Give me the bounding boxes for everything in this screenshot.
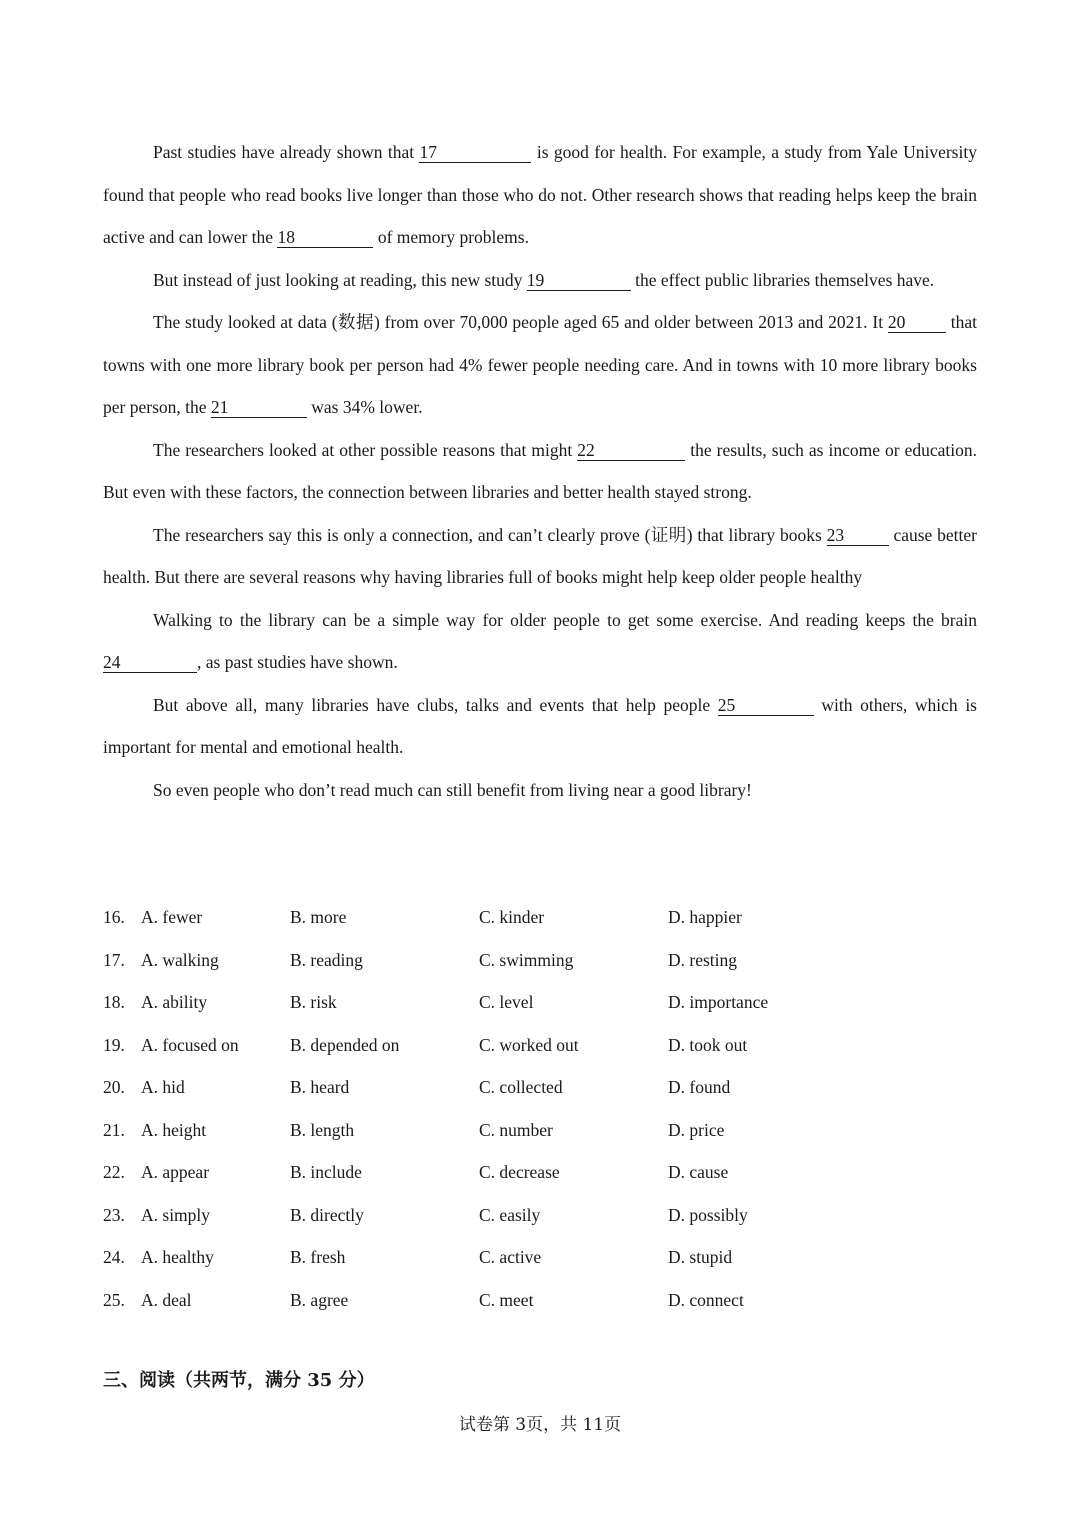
option-choice: C. easily — [479, 1204, 541, 1225]
option-choice: D. found — [668, 1077, 731, 1097]
option-choice: B. length — [290, 1119, 355, 1140]
question-number: 25. — [103, 1289, 125, 1310]
passage-paragraph — [103, 684, 977, 769]
question-option-row — [103, 1279, 977, 1322]
passage-paragraph — [103, 301, 977, 429]
option-choice: D. happier — [668, 907, 742, 927]
passage-paragraph — [103, 599, 977, 684]
option-choice: A. healthy — [141, 1247, 214, 1267]
passage-paragraph — [103, 769, 977, 812]
answer-blank: 17 — [419, 142, 531, 163]
option-choice: C. decrease — [479, 1162, 560, 1182]
passage-text: But above all, many libraries have clubs, talks and events that help people — [153, 694, 718, 715]
question-option-row — [103, 981, 977, 1024]
answer-blank: 19 — [527, 270, 631, 291]
question-number: 19. — [103, 1034, 125, 1055]
passage-paragraph — [103, 429, 977, 514]
answer-blank: 23 — [827, 525, 889, 546]
page-footer: 试卷第 3页，共 11页 — [458, 1415, 622, 1435]
question-number: 23. — [103, 1204, 125, 1225]
question-number: 21. — [103, 1119, 125, 1140]
passage-text: the effect public libraries themselves have. — [630, 269, 935, 290]
option-choice: D. resting — [668, 949, 738, 970]
option-choice: B. more — [290, 907, 347, 927]
option-choice: C. level — [479, 992, 534, 1012]
option-choice: C. kinder — [479, 907, 545, 927]
answer-blank: 21 — [211, 397, 307, 418]
question-number: 20. — [103, 1077, 125, 1097]
option-choice: A. appear — [141, 1162, 210, 1182]
option-choice: B. reading — [290, 949, 363, 970]
passage-paragraph — [103, 131, 977, 259]
question-option-row — [103, 1151, 977, 1194]
cloze-passage — [103, 131, 977, 811]
option-choice: C. active — [479, 1247, 542, 1267]
option-choice: D. stupid — [668, 1247, 733, 1267]
option-choice: A. walking — [141, 949, 219, 970]
question-option-row — [103, 1024, 977, 1067]
section-heading: 三、阅读（共两节，满分 35 分） — [103, 1370, 375, 1391]
option-choice: B. include — [290, 1162, 362, 1182]
passage-paragraph — [103, 514, 977, 599]
passage-text: The researchers say this is only a connection, and can’t clearly prove (证明) that library books — [153, 524, 827, 545]
passage-text: the results, such as income or education. But even with these factors, the connection between libraries and better health stayed strong. — [103, 439, 977, 502]
passage-text: So even people who don’t read much can still benefit from living near a good library! — [153, 779, 752, 800]
passage-paragraph — [103, 259, 977, 302]
option-choice: A. simply — [141, 1204, 211, 1225]
option-choice: C. worked out — [479, 1034, 579, 1055]
passage-text: of memory problems. — [373, 227, 529, 247]
passage-text: The researchers looked at other possible reasons that might — [153, 439, 578, 460]
option-choice: D. possibly — [668, 1204, 748, 1225]
question-number: 17. — [103, 949, 125, 970]
option-choice: A. ability — [141, 992, 208, 1012]
answer-blank: 25 — [718, 695, 814, 716]
passage-text: Past studies have already shown that — [153, 142, 420, 162]
option-choice: A. height — [141, 1119, 207, 1140]
answer-blank: 24 — [103, 652, 197, 673]
question-number: 24. — [103, 1247, 125, 1267]
passage-text: with others, which is important for mental and emotional health. — [103, 694, 977, 757]
option-choice: B. risk — [290, 992, 337, 1012]
option-choice: A. deal — [141, 1289, 192, 1310]
option-choice: D. price — [668, 1119, 725, 1140]
option-choice: D. importance — [668, 992, 769, 1012]
passage-text: cause better health. But there are several reasons why having libraries full of books might help keep older people healthy — [103, 524, 977, 587]
option-choice: B. depended on — [290, 1034, 400, 1055]
answer-blank: 22 — [577, 440, 685, 461]
option-choice: B. directly — [290, 1204, 364, 1225]
passage-text: Walking to the library can be a simple way for older people to get some exercise. And reading keeps the brain — [153, 609, 977, 630]
passage-text: The study looked at data (数据) from over 70,000 people aged 65 and older between 2013 and 2021. It — [153, 312, 888, 332]
option-choice: C. swimming — [479, 949, 574, 970]
question-option-row — [103, 1066, 977, 1109]
answer-blank: 18 — [277, 227, 373, 248]
option-choice: B. agree — [290, 1289, 349, 1310]
answer-blank: 20 — [888, 312, 946, 333]
option-choice: B. heard — [290, 1077, 350, 1097]
passage-text: is good for health. For example, a study from Yale University found that people who read books live longer than those who do not. Other research shows that reading helps keep the brain active and can lower the — [103, 142, 977, 247]
option-choice: C. number — [479, 1119, 553, 1140]
question-option-row — [103, 896, 977, 939]
option-choice: A. focused on — [141, 1034, 239, 1055]
question-number: 16. — [103, 907, 125, 927]
question-option-row — [103, 939, 977, 982]
passage-text: , as past studies have shown. — [197, 652, 398, 672]
question-number: 22. — [103, 1162, 125, 1182]
option-choice: A. hid — [141, 1077, 185, 1097]
question-option-row — [103, 1236, 977, 1279]
passage-text: was 34% lower. — [306, 397, 423, 417]
option-choice: C. collected — [479, 1077, 563, 1097]
option-choice: B. fresh — [290, 1247, 346, 1267]
option-choice: A. fewer — [141, 907, 203, 927]
option-choice: C. meet — [479, 1289, 534, 1310]
question-option-row — [103, 1109, 977, 1152]
option-choice: D. connect — [668, 1289, 744, 1310]
option-choice: D. cause — [668, 1162, 729, 1182]
option-choice: D. took out — [668, 1034, 748, 1055]
answer-options — [103, 896, 977, 1321]
passage-text: But instead of just looking at reading, this new study — [153, 269, 527, 290]
passage-text: that towns with one more library book per person had 4% fewer people needing care. And in towns with 10 more library books per person, the — [103, 312, 977, 417]
question-number: 18. — [103, 992, 125, 1012]
question-option-row — [103, 1194, 977, 1237]
